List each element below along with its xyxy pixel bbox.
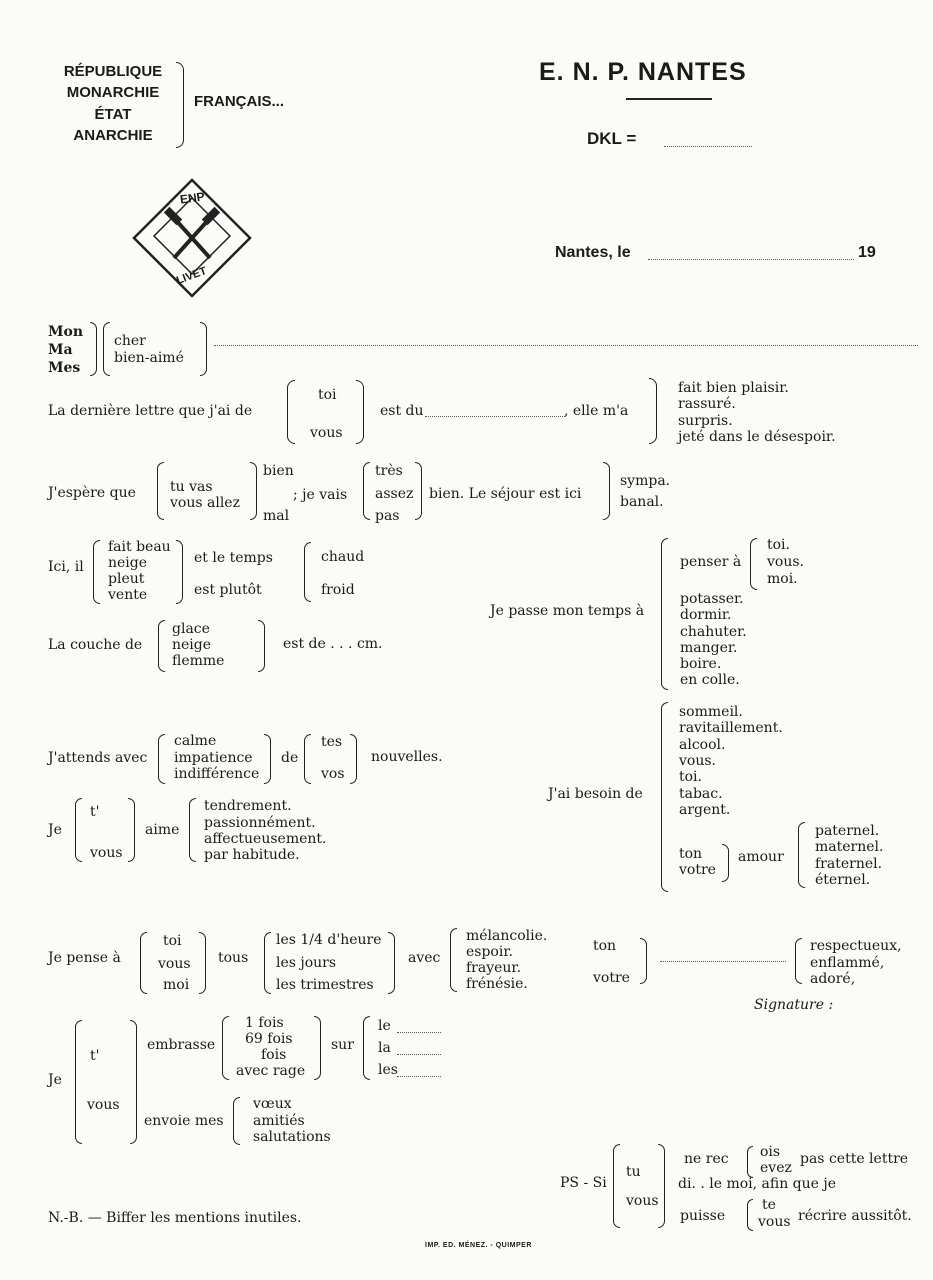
hope-state: mal — [263, 508, 290, 524]
logo-text-top: ENP — [179, 189, 206, 207]
brace — [233, 1097, 240, 1145]
brace — [158, 620, 165, 672]
letter-effect: surpris. — [678, 413, 733, 429]
brace — [795, 938, 802, 984]
need-item: tabac. — [679, 786, 723, 802]
brace — [75, 798, 82, 862]
dkl-label: DKL = — [587, 129, 637, 148]
thinking-feeling: mélancolie. — [466, 928, 548, 944]
kiss-place-field[interactable] — [397, 1054, 441, 1055]
closing-possessive: votre — [593, 970, 630, 986]
letter-option: vous — [310, 425, 343, 441]
kisses-je: Je — [48, 1072, 62, 1088]
closing-adjective: enflammé, — [810, 955, 885, 971]
brace — [350, 734, 357, 784]
elle-label: , elle m'a — [564, 403, 629, 419]
ps-subject: vous — [626, 1193, 659, 1209]
brace — [103, 322, 110, 376]
brace — [199, 932, 206, 994]
brace — [363, 1016, 370, 1080]
brace — [356, 380, 364, 444]
thinking-frequency: les 1/4 d'heure — [276, 932, 382, 948]
sejour-option: banal. — [620, 494, 664, 510]
regime-option: ANARCHIE — [73, 127, 153, 144]
signature-label: Signature : — [754, 997, 834, 1013]
salutation-adjective: cher — [114, 333, 146, 349]
kiss-place-field[interactable] — [397, 1032, 441, 1033]
waiting-possessive: tes — [321, 734, 343, 750]
brace — [140, 932, 147, 994]
waiting-de: de — [281, 750, 299, 766]
sur-label: sur — [331, 1037, 354, 1053]
layer-option: glace — [172, 621, 210, 637]
logo-text-bottom: LIVET — [174, 265, 209, 287]
envoie-label: envoie mes — [144, 1113, 224, 1129]
recrire-label: récrire aussitôt. — [798, 1208, 912, 1224]
love-kind: éternel. — [815, 872, 871, 888]
brace — [661, 538, 668, 690]
thinking-object: toi — [163, 933, 182, 949]
brace — [304, 542, 311, 602]
avec-label: avec — [408, 950, 441, 966]
need-item: ravitaillement. — [679, 720, 783, 736]
penser-option: vous. — [767, 554, 804, 570]
puisse-label: puisse — [680, 1208, 726, 1224]
pastime-intro: Je passe mon temps à — [490, 603, 645, 619]
regime-option: MONARCHIE — [66, 84, 160, 101]
hope-subject: vous allez — [170, 495, 240, 511]
embrasse-label: embrasse — [147, 1037, 216, 1053]
nb-note: N.-B. — Biffer les mentions inutiles. — [48, 1210, 302, 1226]
brace — [287, 380, 295, 444]
thinking-frequency: les jours — [276, 955, 337, 971]
need-possessive: votre — [679, 862, 716, 878]
kiss-article: la — [378, 1040, 391, 1056]
hope-subject: tu vas — [170, 479, 213, 495]
need-item: alcool. — [679, 737, 726, 753]
pastime-activity: en colle. — [680, 672, 740, 688]
waiting-option: calme — [174, 733, 217, 749]
letter-effect: jeté dans le désespoir. — [678, 429, 836, 445]
date-field[interactable] — [648, 259, 854, 260]
year-label: 19 — [858, 244, 876, 261]
brace — [157, 462, 164, 520]
weather-option: fait beau — [108, 539, 171, 555]
kiss-wish: vœux — [253, 1096, 292, 1112]
hope-intro: J'espère que — [48, 485, 136, 501]
brace — [450, 928, 457, 992]
kiss-place-field[interactable] — [397, 1076, 441, 1077]
bien-sejour-label: bien. Le séjour est ici — [429, 486, 582, 502]
pastime-activity: chahuter. — [680, 624, 747, 640]
title-underline — [626, 98, 712, 100]
brace — [304, 734, 311, 784]
pastime-activity: potasser. — [680, 591, 744, 607]
amour-label: amour — [738, 849, 784, 865]
recipient-name-field[interactable] — [214, 345, 918, 346]
weather-option: vente — [108, 587, 148, 603]
closing-adjective: respectueux, — [810, 938, 902, 954]
aime-label: aime — [145, 822, 180, 838]
brace — [258, 620, 265, 672]
kiss-article: le — [378, 1018, 391, 1034]
sejour-option: sympa. — [620, 473, 671, 489]
weather-time-option: et le temps — [194, 550, 273, 566]
thinking-object: moi — [163, 977, 190, 993]
kiss-count: 69 fois — [245, 1031, 293, 1047]
brace — [222, 1016, 229, 1080]
pas-cette-label: pas cette lettre — [800, 1151, 909, 1167]
salutation-pronoun: Mon — [48, 324, 84, 340]
salutation-pronoun: Ma — [48, 342, 73, 358]
kiss-count: 1 fois — [245, 1015, 284, 1031]
love-kind: paternel. — [815, 823, 880, 839]
need-possessive: ton — [679, 846, 703, 862]
je-vais-label: ; je vais — [293, 487, 348, 503]
layer-option: neige — [172, 637, 212, 653]
kiss-wish: amitiés — [253, 1113, 305, 1129]
ne-rec-label: ne rec — [684, 1151, 729, 1167]
layer-suffix: est de . . . cm. — [283, 636, 383, 652]
weather-temp: froid — [321, 582, 355, 598]
nantes-le-label: Nantes, le — [555, 244, 631, 261]
waiting-intro: J'attends avec — [48, 750, 148, 766]
need-item: toi. — [679, 769, 702, 785]
hope-degree: assez — [375, 486, 414, 502]
brace — [747, 1146, 753, 1178]
thinking-frequency: les trimestres — [276, 977, 374, 993]
regime-option: ÉTAT — [94, 106, 132, 123]
letter-effect: fait bien plaisir. — [678, 380, 789, 396]
enp-logo — [130, 176, 254, 300]
pastime-activity: dormir. — [680, 607, 732, 623]
brace — [661, 702, 668, 892]
penser-option: moi. — [767, 571, 798, 587]
penser-label: penser à — [680, 554, 742, 570]
love-manner: affectueusement. — [204, 831, 327, 847]
kiss-count: fois — [261, 1047, 287, 1063]
ps-pronoun: te — [762, 1197, 776, 1213]
brace — [798, 822, 805, 888]
brace — [250, 462, 257, 520]
printer-credit: IMP. ED. MÉNEZ. - QUIMPER — [425, 1242, 532, 1249]
ps-ending: ois — [760, 1144, 781, 1160]
brace — [640, 938, 647, 984]
pastime-activity: manger. — [680, 640, 738, 656]
love-object: t' — [90, 804, 100, 820]
brace — [415, 462, 422, 520]
brace — [200, 322, 207, 376]
brace — [658, 1144, 665, 1228]
love-kind: maternel. — [815, 839, 884, 855]
waiting-option: indifférence — [174, 766, 260, 782]
love-manner: par habitude. — [204, 847, 300, 863]
brace — [176, 540, 183, 604]
ps-subject: tu — [626, 1164, 641, 1180]
dkl-field[interactable] — [664, 146, 752, 147]
brace — [90, 322, 97, 376]
closing-adjective: adoré, — [810, 971, 856, 987]
brace — [189, 798, 196, 862]
brace — [649, 378, 657, 444]
hope-state: bien — [263, 463, 294, 479]
ps-label: PS - Si — [560, 1175, 607, 1191]
need-item: vous. — [679, 753, 716, 769]
layer-option: flemme — [172, 653, 225, 669]
hope-degree: pas — [375, 508, 400, 524]
kisses-object: t' — [90, 1048, 100, 1064]
waiting-suffix: nouvelles. — [371, 749, 443, 765]
thinking-feeling: frayeur. — [466, 960, 522, 976]
brace — [128, 798, 135, 862]
brace — [388, 932, 395, 994]
love-manner: tendrement. — [204, 798, 292, 814]
penser-option: toi. — [767, 537, 790, 553]
letter-intro: La dernière lettre que j'ai de — [48, 403, 253, 419]
brace — [176, 62, 184, 148]
waiting-possessive: vos — [321, 766, 345, 782]
salutation-pronoun: Mes — [48, 360, 81, 376]
brace — [264, 932, 271, 994]
brace — [363, 462, 370, 520]
kiss-article: les — [378, 1062, 398, 1078]
tous-label: tous — [218, 950, 249, 966]
weather-temp: chaud — [321, 549, 365, 565]
thinking-object: vous — [158, 956, 191, 972]
kiss-count: avec rage — [236, 1063, 306, 1079]
needs-intro: J'ai besoin de — [548, 786, 643, 802]
letter-option: toi — [318, 387, 337, 403]
hope-degree: très — [375, 463, 403, 479]
brace — [93, 540, 100, 604]
waiting-option: impatience — [174, 750, 253, 766]
need-item: argent. — [679, 802, 731, 818]
kiss-wish: salutations — [253, 1129, 331, 1145]
brace — [158, 734, 165, 784]
pastime-activity: boire. — [680, 656, 722, 672]
ps-ending: evez — [760, 1160, 792, 1176]
brace — [747, 1199, 753, 1231]
letter-effect: rassuré. — [678, 396, 736, 412]
love-kind: fraternel. — [815, 856, 883, 872]
regime-option: RÉPUBLIQUE — [63, 63, 163, 80]
brace — [603, 462, 610, 520]
francais-label: FRANÇAIS... — [194, 93, 284, 110]
brace — [75, 1020, 82, 1144]
thinking-intro: Je pense à — [48, 950, 121, 966]
brace — [314, 1016, 321, 1080]
love-manner: passionnément. — [204, 815, 316, 831]
brace — [722, 844, 729, 882]
salutation-adjective: bien-aimé — [114, 350, 184, 366]
brace — [130, 1020, 137, 1144]
weather-time-option: est plutôt — [194, 582, 262, 598]
need-item: sommeil. — [679, 704, 743, 720]
brace — [613, 1144, 620, 1228]
brace — [264, 734, 271, 784]
weather-option: pleut — [108, 571, 145, 587]
closing-possessive: ton — [593, 938, 617, 954]
page-title: E. N. P. NANTES — [539, 58, 747, 86]
love-object: vous — [90, 845, 123, 861]
kisses-object: vous — [87, 1097, 120, 1113]
di-le-moi-label: di. . le moi, afin que je — [678, 1176, 837, 1192]
thinking-feeling: espoir. — [466, 944, 513, 960]
est-du-label: est du — [380, 403, 424, 419]
closing-name-field[interactable] — [660, 961, 786, 962]
brace — [750, 538, 757, 590]
weather-option: neige — [108, 555, 148, 571]
ps-pronoun: vous — [758, 1214, 791, 1230]
letter-date-field[interactable] — [425, 416, 565, 417]
layer-intro: La couche de — [48, 637, 143, 653]
weather-intro: Ici, il — [48, 559, 84, 575]
love-je: Je — [48, 822, 62, 838]
thinking-feeling: frénésie. — [466, 976, 528, 992]
